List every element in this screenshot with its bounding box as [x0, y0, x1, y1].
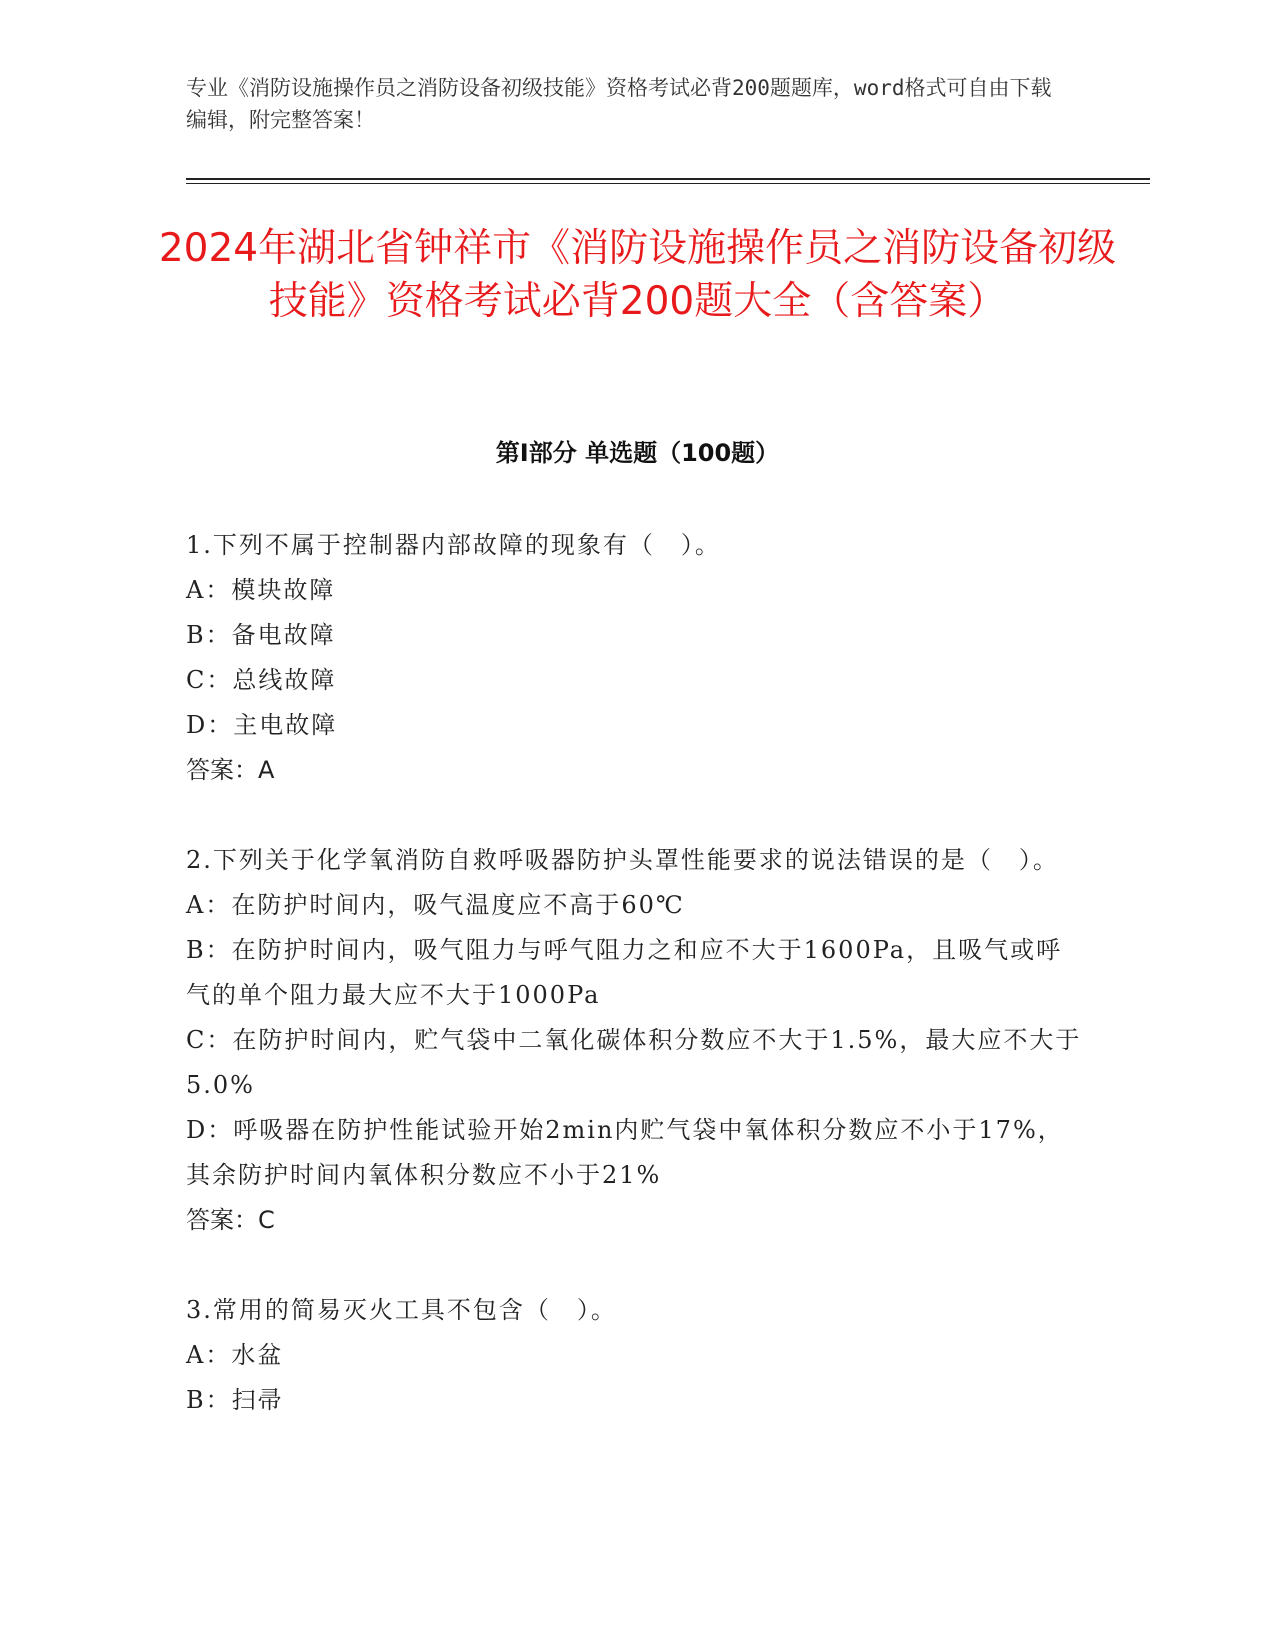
question-stem: 3.常用的简易灭火工具不包含（ ）。	[186, 1296, 617, 1324]
section-title: 第I部分 单选题（100题）	[495, 439, 780, 467]
option-d: D：呼吸器在防护性能试验开始2min内贮气袋中氧体积分数应不小于17%，其余防护时间内氧体积分数应不小于21%	[186, 1116, 1064, 1189]
question-1	[186, 523, 1086, 793]
answer: 答案：C	[186, 1206, 275, 1234]
option-b: B：备电故障	[186, 621, 336, 649]
answer: 答案：A	[186, 756, 275, 784]
question-2	[186, 838, 1086, 1243]
question-stem: 1.下列不属于控制器内部故障的现象有（ ）。	[186, 531, 721, 559]
option-a: A：水盆	[186, 1341, 284, 1369]
document-title: 2024年湖北省钟祥市《消防设施操作员之消防设备初级技能》资格考试必背200题大全（含答案）	[158, 226, 1117, 324]
question-list	[186, 523, 1086, 1468]
header-divider-thick	[186, 178, 1150, 180]
question-3	[186, 1288, 1086, 1423]
question-stem: 2.下列关于化学氧消防自救呼吸器防护头罩性能要求的说法错误的是（ ）。	[186, 846, 1059, 874]
header-note: 专业《消防设施操作员之消防设备初级技能》资格考试必背200题题库，word格式可自由下载编辑，附完整答案！	[186, 76, 1052, 132]
option-c: C：总线故障	[186, 666, 337, 694]
option-a: A：模块故障	[186, 576, 336, 604]
option-a: A：在防护时间内，吸气温度应不高于60℃	[186, 891, 685, 919]
header-divider-thin	[186, 183, 1150, 184]
option-b: B：扫帚	[186, 1386, 284, 1414]
option-d: D：主电故障	[186, 711, 338, 739]
option-b: B：在防护时间内，吸气阻力与呼气阻力之和应不大于1600Pa，且吸气或呼气的单个阻力最大应不大于1000Pa	[186, 936, 1063, 1009]
option-c: C：在防护时间内，贮气袋中二氧化碳体积分数应不大于1.5%，最大应不大于5.0%	[186, 1026, 1082, 1099]
